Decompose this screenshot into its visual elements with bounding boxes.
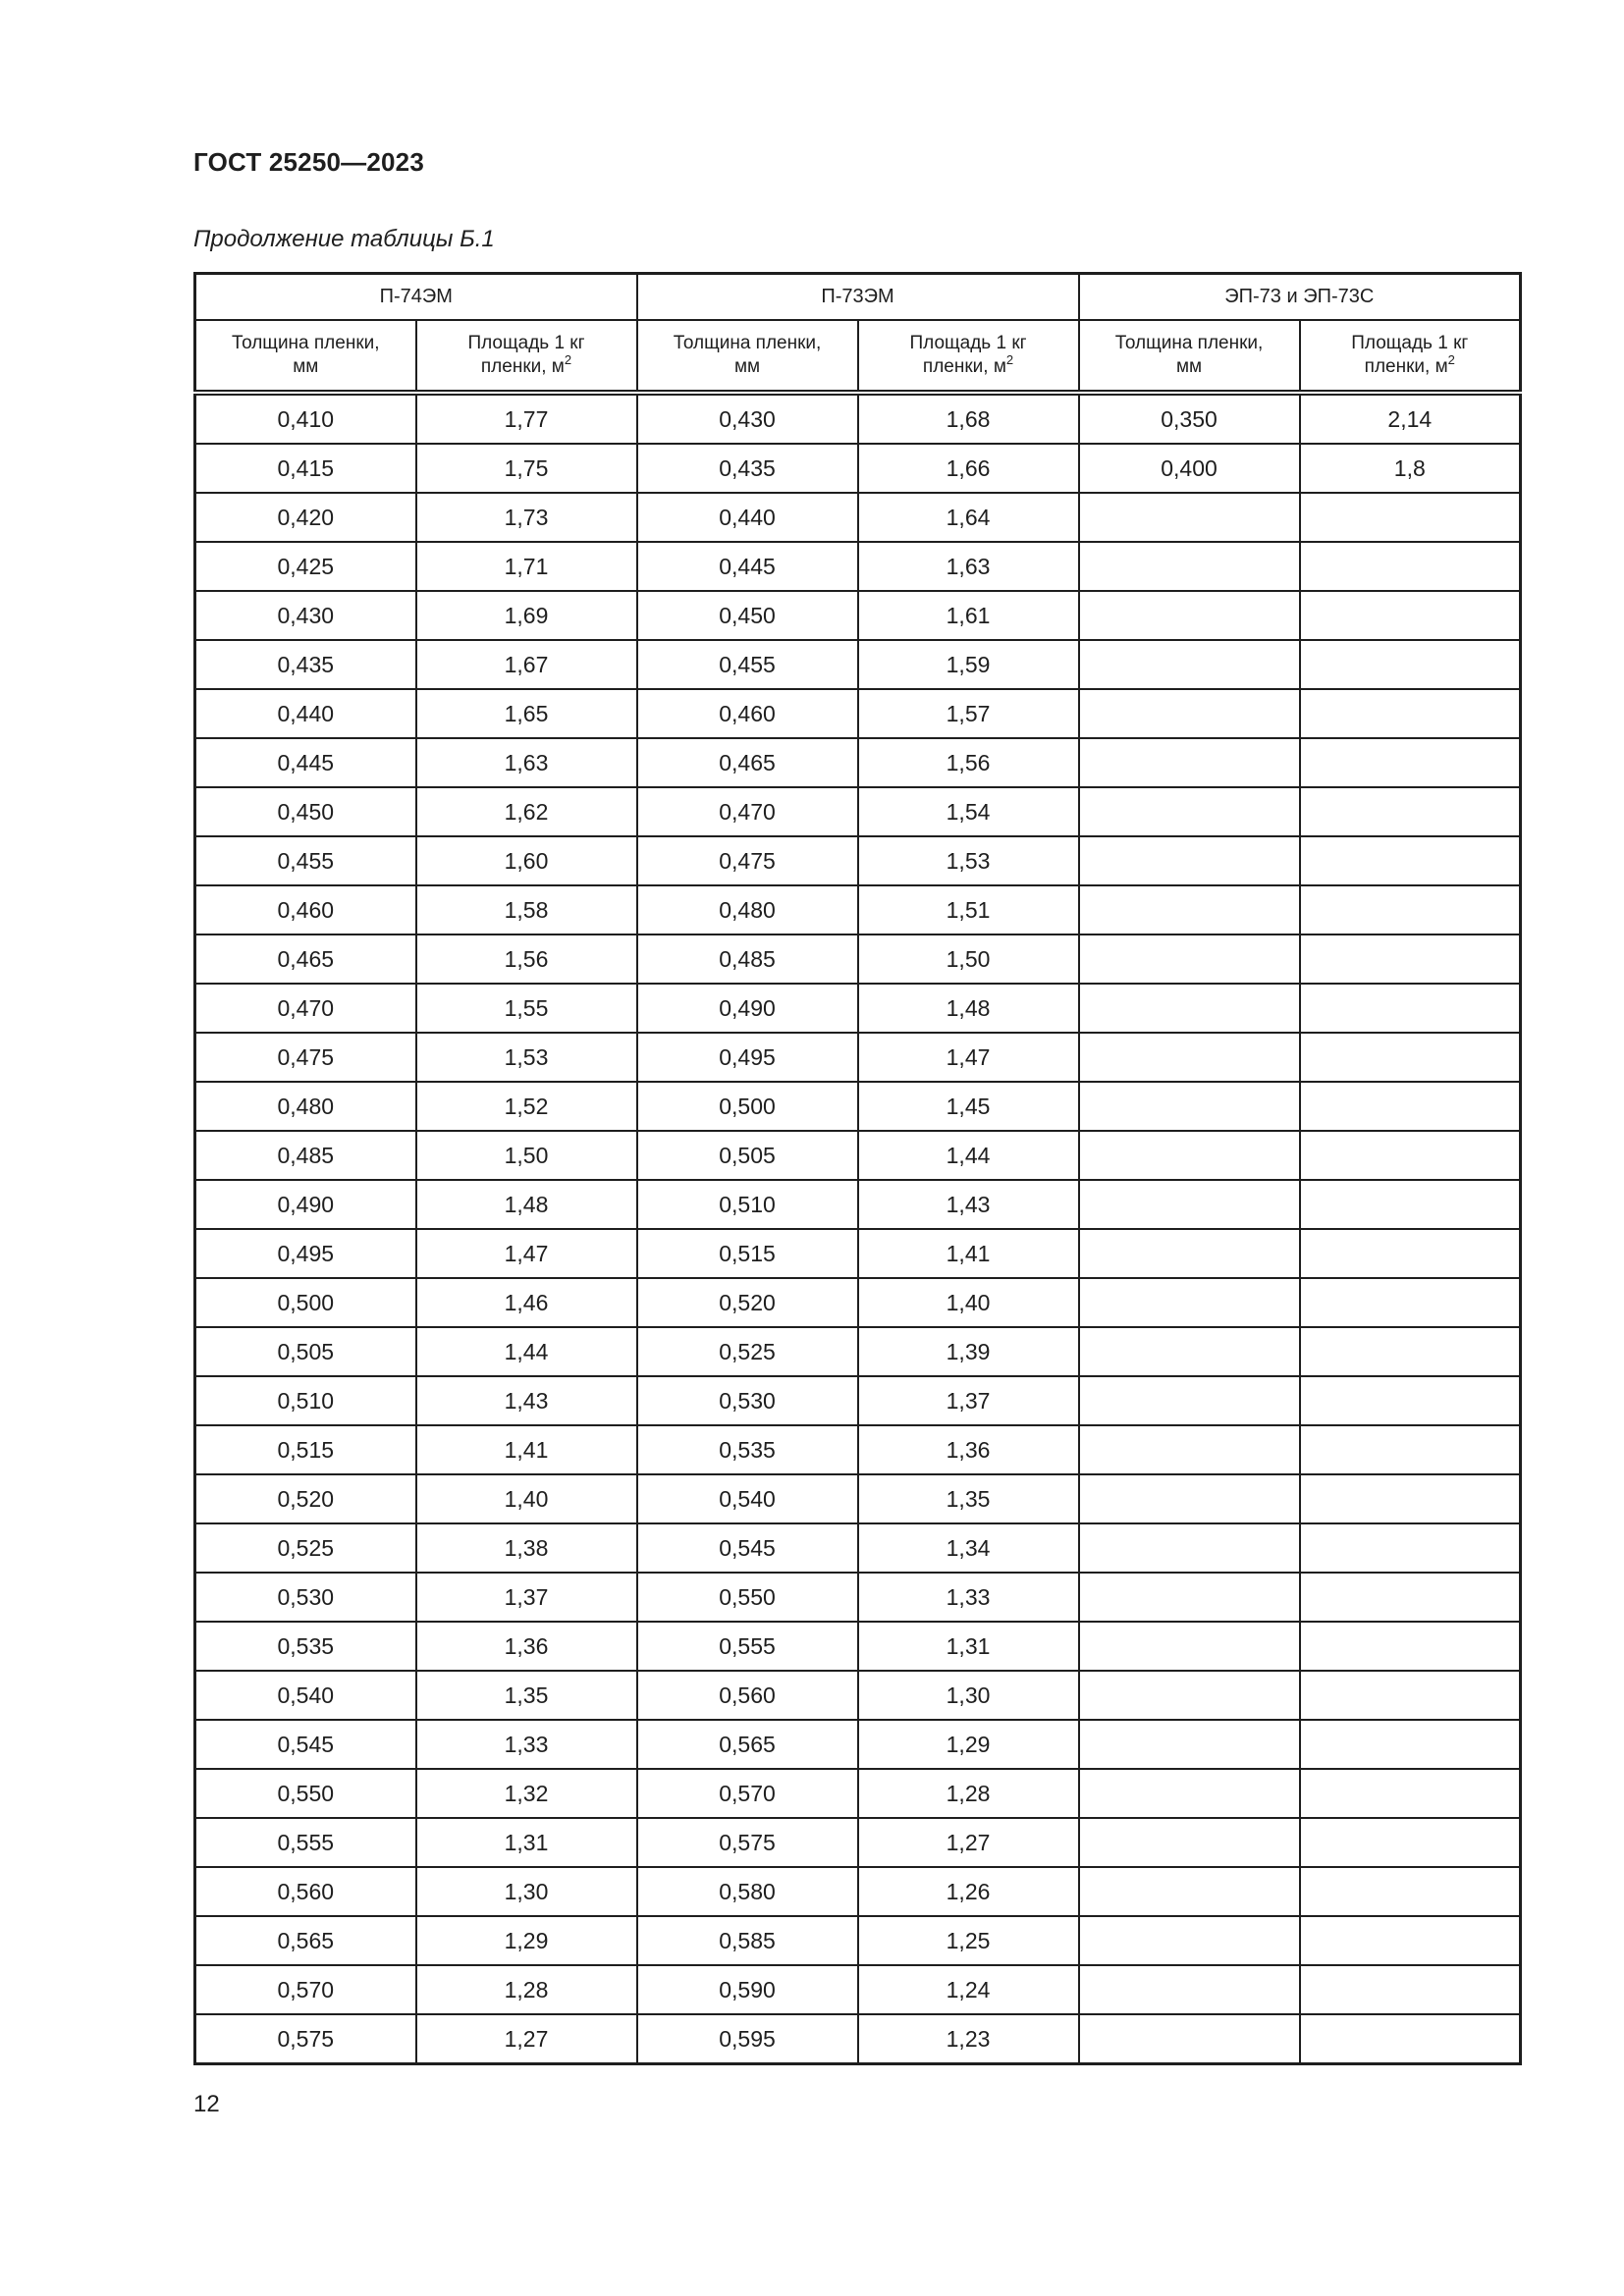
table-row xyxy=(195,1180,1521,1229)
table-row xyxy=(195,689,1521,738)
cell-p74em-thickness: 0,505 xyxy=(195,1327,416,1376)
cell-ep73-thickness xyxy=(1079,1327,1300,1376)
cell-p73em-area: 1,61 xyxy=(858,591,1079,640)
cell-p74em-area: 1,58 xyxy=(416,885,637,934)
cell-ep73-area xyxy=(1300,1818,1521,1867)
table-row xyxy=(195,1327,1521,1376)
cell-p73em-thickness: 0,550 xyxy=(637,1573,858,1622)
cell-ep73-thickness: 0,350 xyxy=(1079,393,1300,444)
cell-ep73-thickness xyxy=(1079,1720,1300,1769)
table-row xyxy=(195,2014,1521,2064)
table-row xyxy=(195,1769,1521,1818)
cell-p74em-thickness: 0,555 xyxy=(195,1818,416,1867)
cell-p73em-area: 1,29 xyxy=(858,1720,1079,1769)
table-row xyxy=(195,787,1521,836)
cell-ep73-area xyxy=(1300,885,1521,934)
cell-p73em-area: 1,68 xyxy=(858,393,1079,444)
cell-ep73-area xyxy=(1300,2014,1521,2064)
table-row xyxy=(195,836,1521,885)
cell-p74em-area: 1,69 xyxy=(416,591,637,640)
cell-ep73-thickness xyxy=(1079,787,1300,836)
cell-ep73-area xyxy=(1300,1376,1521,1425)
cell-p73em-thickness: 0,515 xyxy=(637,1229,858,1278)
cell-p73em-thickness: 0,500 xyxy=(637,1082,858,1131)
cell-p73em-thickness: 0,470 xyxy=(637,787,858,836)
cell-ep73-area: 2,14 xyxy=(1300,393,1521,444)
cell-p74em-area: 1,40 xyxy=(416,1474,637,1523)
cell-ep73-area xyxy=(1300,1033,1521,1082)
cell-p74em-area: 1,55 xyxy=(416,984,637,1033)
cell-p73em-area: 1,57 xyxy=(858,689,1079,738)
table-row xyxy=(195,1622,1521,1671)
cell-ep73-area xyxy=(1300,1278,1521,1327)
cell-p73em-area: 1,27 xyxy=(858,1818,1079,1867)
cell-p73em-area: 1,48 xyxy=(858,984,1079,1033)
cell-ep73-area xyxy=(1300,984,1521,1033)
cell-p74em-thickness: 0,445 xyxy=(195,738,416,787)
cell-ep73-area xyxy=(1300,1867,1521,1916)
cell-p73em-area: 1,31 xyxy=(858,1622,1079,1671)
cell-p73em-thickness: 0,445 xyxy=(637,542,858,591)
cell-p74em-area: 1,63 xyxy=(416,738,637,787)
cell-p73em-thickness: 0,460 xyxy=(637,689,858,738)
cell-ep73-area xyxy=(1300,640,1521,689)
cell-p74em-thickness: 0,510 xyxy=(195,1376,416,1425)
cell-p74em-area: 1,29 xyxy=(416,1916,637,1965)
cell-p73em-thickness: 0,525 xyxy=(637,1327,858,1376)
cell-p73em-thickness: 0,585 xyxy=(637,1916,858,1965)
table-row xyxy=(195,1867,1521,1916)
cell-p74em-area: 1,35 xyxy=(416,1671,637,1720)
group-header-p73em: П-73ЭМ xyxy=(637,274,1079,321)
cell-ep73-thickness xyxy=(1079,984,1300,1033)
cell-ep73-area xyxy=(1300,1082,1521,1131)
cell-p73em-area: 1,24 xyxy=(858,1965,1079,2014)
cell-p73em-area: 1,59 xyxy=(858,640,1079,689)
table-row xyxy=(195,1671,1521,1720)
cell-ep73-area xyxy=(1300,1327,1521,1376)
table-container xyxy=(193,272,1519,2065)
cell-p74em-area: 1,27 xyxy=(416,2014,637,2064)
cell-p74em-area: 1,38 xyxy=(416,1523,637,1573)
cell-ep73-thickness xyxy=(1079,1033,1300,1082)
cell-p73em-area: 1,39 xyxy=(858,1327,1079,1376)
cell-p74em-area: 1,50 xyxy=(416,1131,637,1180)
cell-p74em-area: 1,32 xyxy=(416,1769,637,1818)
cell-p74em-thickness: 0,560 xyxy=(195,1867,416,1916)
cell-p73em-thickness: 0,495 xyxy=(637,1033,858,1082)
cell-ep73-thickness xyxy=(1079,1523,1300,1573)
cell-ep73-area xyxy=(1300,542,1521,591)
cell-ep73-thickness xyxy=(1079,836,1300,885)
cell-p74em-thickness: 0,425 xyxy=(195,542,416,591)
group-header-row xyxy=(195,274,1521,321)
table-row xyxy=(195,1229,1521,1278)
cell-ep73-area xyxy=(1300,1622,1521,1671)
cell-p73em-thickness: 0,475 xyxy=(637,836,858,885)
cell-p73em-area: 1,53 xyxy=(858,836,1079,885)
cell-p73em-area: 1,40 xyxy=(858,1278,1079,1327)
cell-ep73-area xyxy=(1300,1916,1521,1965)
cell-p73em-thickness: 0,430 xyxy=(637,393,858,444)
cell-p74em-area: 1,46 xyxy=(416,1278,637,1327)
cell-p74em-area: 1,33 xyxy=(416,1720,637,1769)
cell-p73em-area: 1,33 xyxy=(858,1573,1079,1622)
cell-ep73-area xyxy=(1300,1720,1521,1769)
subheader-thickness: Толщина пленки, мм xyxy=(637,320,858,393)
cell-p73em-area: 1,35 xyxy=(858,1474,1079,1523)
cell-p74em-area: 1,60 xyxy=(416,836,637,885)
table-row xyxy=(195,1573,1521,1622)
page-number: 12 xyxy=(193,2091,220,2117)
cell-ep73-thickness xyxy=(1079,1082,1300,1131)
cell-ep73-thickness xyxy=(1079,689,1300,738)
cell-p73em-thickness: 0,575 xyxy=(637,1818,858,1867)
cell-p74em-area: 1,44 xyxy=(416,1327,637,1376)
table-row xyxy=(195,393,1521,444)
cell-p74em-thickness: 0,470 xyxy=(195,984,416,1033)
table-row xyxy=(195,738,1521,787)
cell-p74em-area: 1,28 xyxy=(416,1965,637,2014)
cell-ep73-thickness xyxy=(1079,1131,1300,1180)
cell-ep73-thickness xyxy=(1079,1229,1300,1278)
cell-p74em-thickness: 0,545 xyxy=(195,1720,416,1769)
group-header-ep73: ЭП-73 и ЭП-73С xyxy=(1079,274,1521,321)
cell-p74em-thickness: 0,455 xyxy=(195,836,416,885)
table-row xyxy=(195,1131,1521,1180)
cell-ep73-thickness xyxy=(1079,1425,1300,1474)
table-body xyxy=(195,393,1521,2064)
cell-p73em-area: 1,54 xyxy=(858,787,1079,836)
cell-ep73-thickness xyxy=(1079,738,1300,787)
cell-p74em-area: 1,47 xyxy=(416,1229,637,1278)
table-row xyxy=(195,591,1521,640)
cell-p74em-area: 1,62 xyxy=(416,787,637,836)
cell-ep73-area: 1,8 xyxy=(1300,444,1521,493)
cell-ep73-thickness xyxy=(1079,885,1300,934)
cell-p73em-area: 1,63 xyxy=(858,542,1079,591)
cell-p73em-thickness: 0,465 xyxy=(637,738,858,787)
cell-p74em-area: 1,77 xyxy=(416,393,637,444)
cell-ep73-thickness xyxy=(1079,1474,1300,1523)
cell-p74em-area: 1,43 xyxy=(416,1376,637,1425)
cell-ep73-thickness xyxy=(1079,1278,1300,1327)
cell-p74em-area: 1,37 xyxy=(416,1573,637,1622)
cell-p74em-area: 1,48 xyxy=(416,1180,637,1229)
cell-p73em-thickness: 0,560 xyxy=(637,1671,858,1720)
cell-p74em-area: 1,36 xyxy=(416,1622,637,1671)
document-header: ГОСТ 25250—2023 xyxy=(193,147,424,177)
cell-p73em-area: 1,50 xyxy=(858,934,1079,984)
group-header-p74em: П-74ЭМ xyxy=(195,274,637,321)
cell-ep73-thickness xyxy=(1079,542,1300,591)
table-row xyxy=(195,984,1521,1033)
cell-p73em-thickness: 0,455 xyxy=(637,640,858,689)
cell-p74em-thickness: 0,465 xyxy=(195,934,416,984)
cell-ep73-thickness xyxy=(1079,1622,1300,1671)
cell-ep73-thickness xyxy=(1079,493,1300,542)
cell-p73em-thickness: 0,570 xyxy=(637,1769,858,1818)
cell-ep73-thickness xyxy=(1079,2014,1300,2064)
table-row xyxy=(195,1916,1521,1965)
table-row xyxy=(195,542,1521,591)
table-row xyxy=(195,493,1521,542)
cell-p73em-area: 1,47 xyxy=(858,1033,1079,1082)
cell-p73em-thickness: 0,545 xyxy=(637,1523,858,1573)
cell-p73em-thickness: 0,535 xyxy=(637,1425,858,1474)
cell-p73em-thickness: 0,520 xyxy=(637,1278,858,1327)
cell-p74em-area: 1,73 xyxy=(416,493,637,542)
cell-p73em-area: 1,28 xyxy=(858,1769,1079,1818)
cell-ep73-area xyxy=(1300,1769,1521,1818)
cell-p73em-thickness: 0,530 xyxy=(637,1376,858,1425)
table-row xyxy=(195,1082,1521,1131)
cell-p73em-area: 1,64 xyxy=(858,493,1079,542)
cell-ep73-thickness xyxy=(1079,640,1300,689)
cell-p74em-area: 1,31 xyxy=(416,1818,637,1867)
cell-p74em-area: 1,30 xyxy=(416,1867,637,1916)
cell-p74em-thickness: 0,490 xyxy=(195,1180,416,1229)
cell-p74em-thickness: 0,575 xyxy=(195,2014,416,2064)
cell-ep73-thickness xyxy=(1079,1376,1300,1425)
cell-ep73-area xyxy=(1300,1131,1521,1180)
table-row xyxy=(195,1474,1521,1523)
cell-p73em-thickness: 0,590 xyxy=(637,1965,858,2014)
table-row xyxy=(195,1720,1521,1769)
cell-p74em-thickness: 0,515 xyxy=(195,1425,416,1474)
cell-p73em-thickness: 0,485 xyxy=(637,934,858,984)
cell-ep73-thickness xyxy=(1079,1818,1300,1867)
cell-p73em-thickness: 0,580 xyxy=(637,1867,858,1916)
cell-p74em-thickness: 0,530 xyxy=(195,1573,416,1622)
table-caption: Продолжение таблицы Б.1 xyxy=(193,226,495,252)
cell-ep73-area xyxy=(1300,591,1521,640)
table-row xyxy=(195,444,1521,493)
cell-p74em-thickness: 0,495 xyxy=(195,1229,416,1278)
table-row xyxy=(195,885,1521,934)
cell-ep73-thickness xyxy=(1079,1180,1300,1229)
cell-p74em-thickness: 0,460 xyxy=(195,885,416,934)
cell-p73em-thickness: 0,555 xyxy=(637,1622,858,1671)
cell-ep73-thickness xyxy=(1079,1965,1300,2014)
cell-p74em-thickness: 0,475 xyxy=(195,1033,416,1082)
cell-ep73-area xyxy=(1300,787,1521,836)
subheader-thickness: Толщина пленки, мм xyxy=(195,320,416,393)
cell-p73em-area: 1,25 xyxy=(858,1916,1079,1965)
cell-p73em-area: 1,56 xyxy=(858,738,1079,787)
table-row xyxy=(195,1425,1521,1474)
table-row xyxy=(195,1033,1521,1082)
cell-ep73-thickness xyxy=(1079,1916,1300,1965)
cell-p73em-thickness: 0,450 xyxy=(637,591,858,640)
cell-p74em-thickness: 0,485 xyxy=(195,1131,416,1180)
cell-p74em-thickness: 0,525 xyxy=(195,1523,416,1573)
subheader-area: Площадь 1 кг пленки, $м^2$ xyxy=(1300,320,1521,393)
cell-ep73-area xyxy=(1300,1573,1521,1622)
cell-ep73-thickness xyxy=(1079,1867,1300,1916)
cell-p74em-area: 1,65 xyxy=(416,689,637,738)
cell-ep73-area xyxy=(1300,1523,1521,1573)
cell-ep73-area xyxy=(1300,934,1521,984)
cell-p74em-area: 1,67 xyxy=(416,640,637,689)
cell-p74em-thickness: 0,550 xyxy=(195,1769,416,1818)
cell-p73em-area: 1,37 xyxy=(858,1376,1079,1425)
table-row xyxy=(195,1376,1521,1425)
cell-ep73-area xyxy=(1300,1671,1521,1720)
data-table xyxy=(193,272,1522,2065)
table-row xyxy=(195,1965,1521,2014)
cell-p74em-thickness: 0,450 xyxy=(195,787,416,836)
cell-p74em-area: 1,56 xyxy=(416,934,637,984)
cell-p73em-area: 1,45 xyxy=(858,1082,1079,1131)
cell-p74em-thickness: 0,500 xyxy=(195,1278,416,1327)
cell-p74em-thickness: 0,420 xyxy=(195,493,416,542)
cell-p74em-thickness: 0,415 xyxy=(195,444,416,493)
cell-p73em-area: 1,34 xyxy=(858,1523,1079,1573)
cell-p73em-thickness: 0,540 xyxy=(637,1474,858,1523)
cell-p73em-thickness: 0,435 xyxy=(637,444,858,493)
table-row xyxy=(195,1523,1521,1573)
subheader-row xyxy=(195,320,1521,393)
table-row xyxy=(195,934,1521,984)
cell-ep73-area xyxy=(1300,493,1521,542)
cell-ep73-area xyxy=(1300,836,1521,885)
cell-ep73-area xyxy=(1300,1180,1521,1229)
cell-p74em-thickness: 0,430 xyxy=(195,591,416,640)
cell-p74em-thickness: 0,480 xyxy=(195,1082,416,1131)
cell-p74em-thickness: 0,540 xyxy=(195,1671,416,1720)
cell-p74em-thickness: 0,440 xyxy=(195,689,416,738)
cell-p74em-area: 1,75 xyxy=(416,444,637,493)
cell-p74em-area: 1,52 xyxy=(416,1082,637,1131)
cell-p73em-thickness: 0,490 xyxy=(637,984,858,1033)
cell-ep73-area xyxy=(1300,1229,1521,1278)
cell-ep73-thickness xyxy=(1079,1573,1300,1622)
cell-p73em-area: 1,44 xyxy=(858,1131,1079,1180)
cell-p73em-area: 1,26 xyxy=(858,1867,1079,1916)
cell-ep73-area xyxy=(1300,689,1521,738)
cell-ep73-thickness xyxy=(1079,934,1300,984)
subheader-thickness: Толщина пленки, мм xyxy=(1079,320,1300,393)
cell-p73em-thickness: 0,565 xyxy=(637,1720,858,1769)
subheader-area: Площадь 1 кг пленки, $м^2$ xyxy=(858,320,1079,393)
cell-p74em-thickness: 0,435 xyxy=(195,640,416,689)
cell-p74em-thickness: 0,410 xyxy=(195,393,416,444)
cell-p74em-area: 1,41 xyxy=(416,1425,637,1474)
cell-ep73-area xyxy=(1300,1425,1521,1474)
cell-p73em-thickness: 0,595 xyxy=(637,2014,858,2064)
table-row xyxy=(195,1818,1521,1867)
cell-p73em-area: 1,51 xyxy=(858,885,1079,934)
cell-ep73-thickness: 0,400 xyxy=(1079,444,1300,493)
cell-ep73-thickness xyxy=(1079,1769,1300,1818)
cell-p73em-area: 1,41 xyxy=(858,1229,1079,1278)
table-row xyxy=(195,1278,1521,1327)
cell-p74em-thickness: 0,520 xyxy=(195,1474,416,1523)
cell-p74em-thickness: 0,535 xyxy=(195,1622,416,1671)
cell-ep73-area xyxy=(1300,1965,1521,2014)
cell-p73em-area: 1,43 xyxy=(858,1180,1079,1229)
cell-p74em-area: 1,53 xyxy=(416,1033,637,1082)
cell-p73em-area: 1,30 xyxy=(858,1671,1079,1720)
cell-ep73-thickness xyxy=(1079,1671,1300,1720)
cell-p74em-thickness: 0,565 xyxy=(195,1916,416,1965)
cell-ep73-area xyxy=(1300,1474,1521,1523)
cell-p74em-area: 1,71 xyxy=(416,542,637,591)
cell-p73em-thickness: 0,505 xyxy=(637,1131,858,1180)
cell-p73em-area: 1,36 xyxy=(858,1425,1079,1474)
cell-p73em-thickness: 0,510 xyxy=(637,1180,858,1229)
cell-ep73-area xyxy=(1300,738,1521,787)
table-row xyxy=(195,640,1521,689)
cell-ep73-thickness xyxy=(1079,591,1300,640)
cell-p74em-thickness: 0,570 xyxy=(195,1965,416,2014)
cell-p73em-thickness: 0,480 xyxy=(637,885,858,934)
cell-p73em-thickness: 0,440 xyxy=(637,493,858,542)
cell-p73em-area: 1,23 xyxy=(858,2014,1079,2064)
cell-p73em-area: 1,66 xyxy=(858,444,1079,493)
subheader-area: Площадь 1 кг пленки, $м^2$ xyxy=(416,320,637,393)
